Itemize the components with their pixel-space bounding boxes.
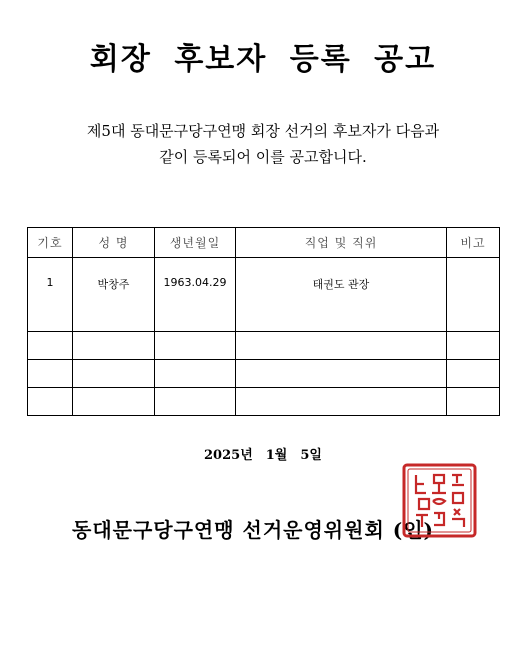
notice-body [40,118,486,170]
notice-title: 회장 후보자 등록 공고 [89,42,437,77]
organization-name: 동대문구당구연맹 선거운영위원회 (인) [72,518,434,542]
cell-birthdate: 1963.04.29 [155,258,236,332]
header-occupation: 직업 및 직위 [236,228,447,258]
cell-number [28,388,73,416]
cell-remarks [447,332,500,360]
notice-body-line-1: 제5대 동대문구당구연맹 회장 선거의 후보자가 다음과 [86,122,440,140]
cell-remarks [447,360,500,388]
cell-number [28,332,73,360]
table-row [28,388,500,416]
table-row [28,332,500,360]
cell-birthdate [155,388,236,416]
cell-name: 박창주 [73,258,155,332]
header-number: 기호 [28,228,73,258]
cell-name [73,332,155,360]
header-birthdate: 생년월일 [155,228,236,258]
header-remarks: 비고 [447,228,500,258]
candidate-table [27,227,500,416]
table-row [28,258,500,332]
notice-date: 2025년 1월 5일 [204,448,322,463]
cell-remarks [447,388,500,416]
table-row [28,360,500,388]
cell-name [73,388,155,416]
table-header-row [28,228,500,258]
cell-occupation [236,388,447,416]
header-name: 성 명 [73,228,155,258]
cell-name [73,360,155,388]
notice-body-line-2: 같이 등록되어 이를 공고합니다. [159,148,367,166]
cell-occupation [236,332,447,360]
official-seal-icon [402,463,477,538]
cell-number [28,360,73,388]
cell-remarks [447,258,500,332]
cell-birthdate [155,360,236,388]
cell-number: 1 [28,258,73,332]
cell-occupation [236,360,447,388]
cell-birthdate [155,332,236,360]
cell-occupation: 태권도 관장 [236,258,447,332]
